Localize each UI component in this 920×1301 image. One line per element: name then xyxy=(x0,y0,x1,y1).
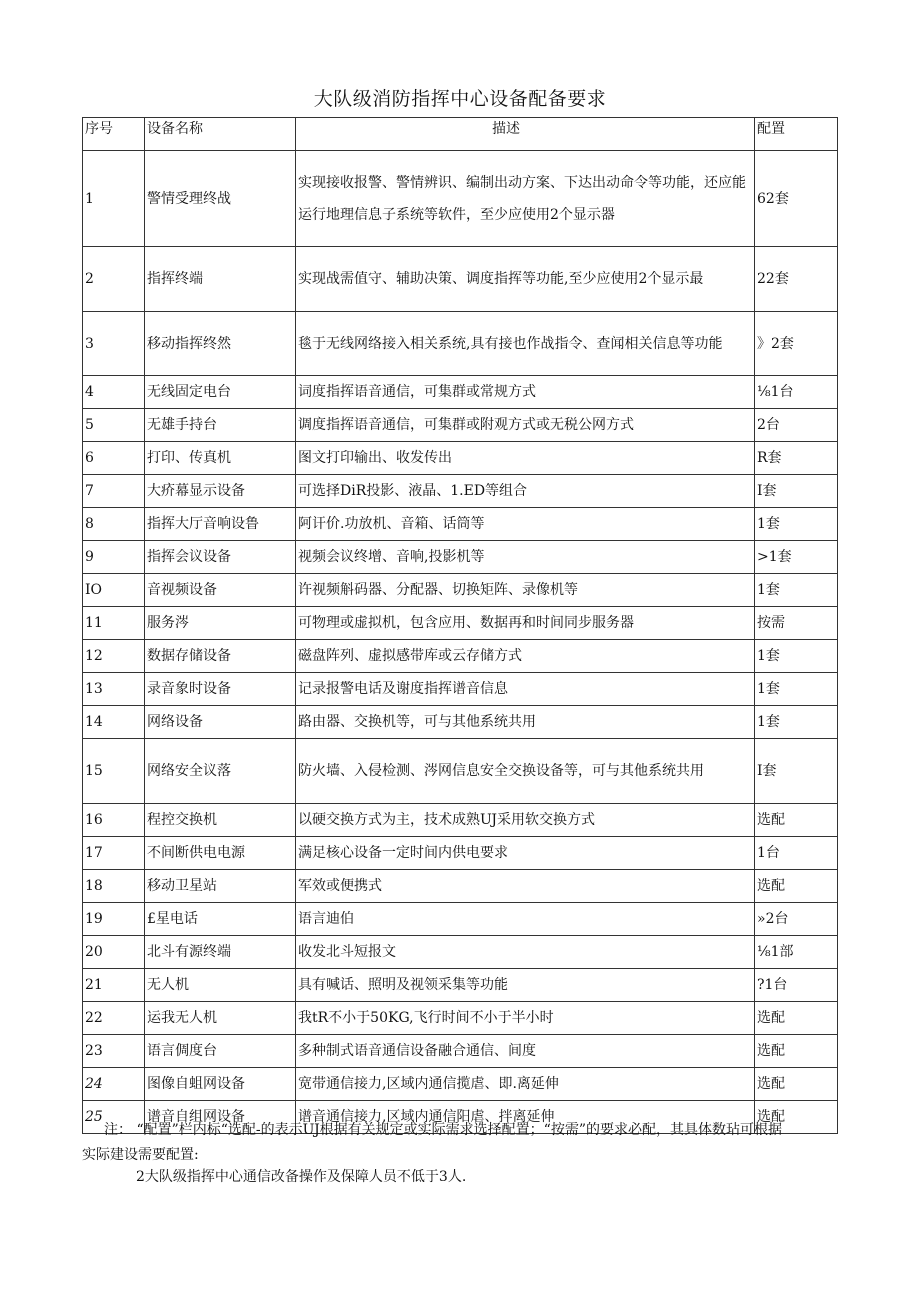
row-desc: 实现战需值守、辅助决策、调度指挥等功能,至少应使用2个显示最 xyxy=(296,247,755,312)
row-config: 62套 xyxy=(755,151,838,247)
row-config: I套 xyxy=(755,475,838,508)
row-desc: 军效或便携式 xyxy=(296,870,755,903)
row-desc: 记录报警电话及谢度指挥谱音信息 xyxy=(296,673,755,706)
row-seq: 21 xyxy=(83,969,145,1002)
table-row xyxy=(83,376,838,409)
header-desc: 描述 xyxy=(296,118,755,151)
table-row xyxy=(83,312,838,376)
row-name: 北斗有源终端 xyxy=(145,936,296,969)
row-config: 1套 xyxy=(755,640,838,673)
row-config: 2台 xyxy=(755,409,838,442)
table-row xyxy=(83,151,838,247)
row-desc: 以硬交换方式为主，技术成熟UJ采用软交换方式 xyxy=(296,804,755,837)
row-seq: 2 xyxy=(83,247,145,312)
row-desc: 磁盘阵列、虚拟感带库或云存储方式 xyxy=(296,640,755,673)
table-row xyxy=(83,574,838,607)
row-name: 大疥幕显示设备 xyxy=(145,475,296,508)
row-seq: 14 xyxy=(83,706,145,739)
row-seq: 1 xyxy=(83,151,145,247)
row-desc: 实现接收报警、警情辨识、编制出动方案、下达出动命令等功能，还应能运行地理信息子系统等软件，至少应使用2个显示器 xyxy=(296,151,755,247)
table-row xyxy=(83,1068,838,1101)
row-seq: 19 xyxy=(83,903,145,936)
table-row xyxy=(83,903,838,936)
row-seq: 18 xyxy=(83,870,145,903)
table-row xyxy=(83,442,838,475)
row-desc: 语言迪伯 xyxy=(296,903,755,936)
row-name: 运我无人机 xyxy=(145,1002,296,1035)
row-name: 不间断供电电源 xyxy=(145,837,296,870)
row-desc: 我tR不小于50KG,飞行时间不小于半小时 xyxy=(296,1002,755,1035)
row-desc: 词度指挥语音通信，可集群或常规方式 xyxy=(296,376,755,409)
row-name: 无雄手持台 xyxy=(145,409,296,442)
notes-section xyxy=(82,1118,794,1168)
row-desc: 可物理或虚拟机，包含应用、数据再和时间同步服务器 xyxy=(296,607,755,640)
table-row xyxy=(83,804,838,837)
row-seq: 5 xyxy=(83,409,145,442)
row-config: 1套 xyxy=(755,706,838,739)
row-config: I套 xyxy=(755,739,838,804)
row-desc: 谱音通信接力,区域内通信阳虐、拌离延伸 xyxy=(296,1101,755,1134)
row-desc: 多种制式语音通信设备融合通信、间度 xyxy=(296,1035,755,1068)
row-config: ?1台 xyxy=(755,969,838,1002)
row-config: 选配 xyxy=(755,870,838,903)
row-seq: 22 xyxy=(83,1002,145,1035)
table-row xyxy=(83,673,838,706)
row-config: 》2套 xyxy=(755,312,838,376)
table-row xyxy=(83,247,838,312)
row-config: ⅛1部 xyxy=(755,936,838,969)
row-name: 指挥会议设备 xyxy=(145,541,296,574)
table-row xyxy=(83,541,838,574)
note-1: 注： “配置”栏内标“选配-的表示UJ根据有关规定或实际需求选择配置；“按需”的要求必配，其具体数玷可根据实际建设需要配置: xyxy=(82,1122,782,1163)
row-seq: IO xyxy=(83,574,145,607)
row-seq: 17 xyxy=(83,837,145,870)
table-row xyxy=(83,640,838,673)
row-config: 1套 xyxy=(755,673,838,706)
row-config: ⅛1台 xyxy=(755,376,838,409)
table-row xyxy=(83,607,838,640)
row-name: 谱音自组网设备 xyxy=(145,1101,296,1134)
row-desc: 防火墙、入侵检测、涔网信息安全交换设备等，可与其他系统共用 xyxy=(296,739,755,804)
row-name: 移动卫星站 xyxy=(145,870,296,903)
row-name: 服务涔 xyxy=(145,607,296,640)
row-config: 22套 xyxy=(755,247,838,312)
table-row xyxy=(83,969,838,1002)
table-row xyxy=(83,936,838,969)
row-seq: 8 xyxy=(83,508,145,541)
row-seq: 3 xyxy=(83,312,145,376)
table-row xyxy=(83,1002,838,1035)
row-config: >1套 xyxy=(755,541,838,574)
row-seq: 24 xyxy=(83,1068,145,1101)
equipment-table xyxy=(82,117,838,1134)
row-config: 选配 xyxy=(755,1002,838,1035)
row-seq: 13 xyxy=(83,673,145,706)
header-name: 设备名称 xyxy=(145,118,296,151)
row-name: 数据存储设备 xyxy=(145,640,296,673)
row-name: 语言倜度台 xyxy=(145,1035,296,1068)
row-config: 选配 xyxy=(755,1101,838,1134)
row-seq: 15 xyxy=(83,739,145,804)
row-name: 打印、传真机 xyxy=(145,442,296,475)
table-row xyxy=(83,739,838,804)
row-config: »2台 xyxy=(755,903,838,936)
row-name: 网络设备 xyxy=(145,706,296,739)
table-body xyxy=(83,151,838,1134)
row-name: 无人机 xyxy=(145,969,296,1002)
row-desc: 视频会议终增、音响,投影机等 xyxy=(296,541,755,574)
row-desc: 可选择DiR投影、液晶、1.ED等组合 xyxy=(296,475,755,508)
row-name: 网络安全议落 xyxy=(145,739,296,804)
row-seq: 12 xyxy=(83,640,145,673)
row-seq: 9 xyxy=(83,541,145,574)
table-row xyxy=(83,409,838,442)
row-config: 选配 xyxy=(755,1035,838,1068)
table-row xyxy=(83,837,838,870)
row-name: 程控交换机 xyxy=(145,804,296,837)
row-desc: 满足核心设备一定时间内供电要求 xyxy=(296,837,755,870)
row-name: 录音象时设备 xyxy=(145,673,296,706)
row-config: 选配 xyxy=(755,804,838,837)
table-row xyxy=(83,706,838,739)
row-desc: 收发北斗短报文 xyxy=(296,936,755,969)
row-desc: 阿讦价.功放机、音箱、话筒等 xyxy=(296,508,755,541)
row-config: 按需 xyxy=(755,607,838,640)
row-desc: 宽带通信接力,区域内通信揽虐、即.离延伸 xyxy=(296,1068,755,1101)
table-row xyxy=(83,508,838,541)
header-config: 配置 xyxy=(755,118,838,151)
row-desc: 调度指挥语音通信，可集群或附观方式或无税公网方式 xyxy=(296,409,755,442)
row-seq: 4 xyxy=(83,376,145,409)
row-seq: 20 xyxy=(83,936,145,969)
row-config: 1台 xyxy=(755,837,838,870)
row-name: 移动指挥终然 xyxy=(145,312,296,376)
table-row xyxy=(83,475,838,508)
table-row xyxy=(83,1035,838,1068)
row-desc: 毯于无线网络接入相关系统,具有接也作战指令、查闻相关信息等功能 xyxy=(296,312,755,376)
row-config: 1套 xyxy=(755,508,838,541)
row-desc: 许视频斛码器、分配器、切换矩阵、录像机等 xyxy=(296,574,755,607)
row-name: 警情受理终战 xyxy=(145,151,296,247)
row-name: £星电话 xyxy=(145,903,296,936)
table-header-row xyxy=(83,118,838,151)
note-2: 2大队级指挥中心通信改备操作及保障人员不低于3人. xyxy=(136,1169,467,1185)
row-config: R套 xyxy=(755,442,838,475)
row-name: 图像自蛆网设备 xyxy=(145,1068,296,1101)
row-config: 选配 xyxy=(755,1068,838,1101)
table-row xyxy=(83,870,838,903)
row-desc: 图文打印输出、收发传出 xyxy=(296,442,755,475)
row-seq: 11 xyxy=(83,607,145,640)
row-name: 指挥大厅音响设鲁 xyxy=(145,508,296,541)
row-desc: 具有喊话、照明及视领采集等功能 xyxy=(296,969,755,1002)
row-name: 指挥终端 xyxy=(145,247,296,312)
row-name: 无线固定电台 xyxy=(145,376,296,409)
row-seq: 16 xyxy=(83,804,145,837)
row-seq: 7 xyxy=(83,475,145,508)
row-seq: 6 xyxy=(83,442,145,475)
document-title: 大队级消防指挥中心设备配备要求 xyxy=(313,88,607,110)
header-seq: 序号 xyxy=(83,118,145,151)
row-desc: 路由器、交换机等，可与其他系统共用 xyxy=(296,706,755,739)
row-name: 音视频设备 xyxy=(145,574,296,607)
row-seq: 23 xyxy=(83,1035,145,1068)
row-seq: 25 xyxy=(83,1101,145,1134)
row-config: 1套 xyxy=(755,574,838,607)
